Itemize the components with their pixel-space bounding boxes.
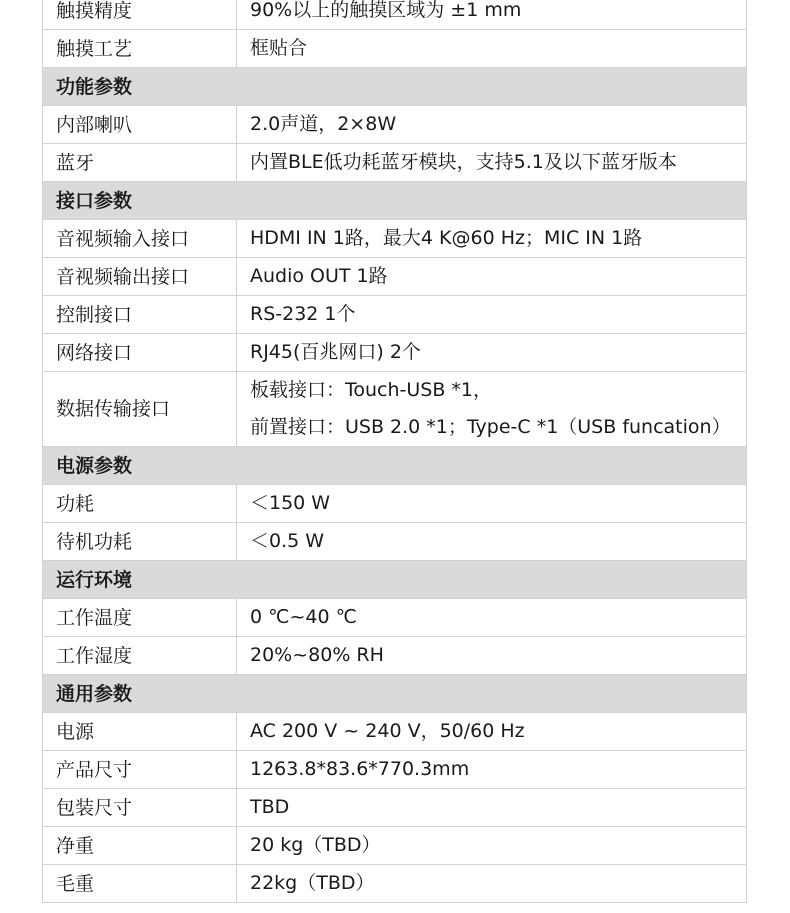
- spec-row: [43, 713, 747, 751]
- spec-label: 毛重: [43, 865, 237, 903]
- spec-label: 工作温度: [43, 599, 237, 637]
- spec-row: [43, 637, 747, 675]
- spec-value: [237, 865, 747, 903]
- spec-value: [237, 106, 747, 144]
- spec-value: [237, 0, 747, 30]
- spec-value-line: 22kg（TBD）: [250, 872, 375, 894]
- spec-value: [237, 296, 747, 334]
- spec-row: [43, 106, 747, 144]
- spec-label: 内部喇叭: [43, 106, 237, 144]
- spec-row: [43, 144, 747, 182]
- spec-label: 数据传输接口: [43, 372, 237, 447]
- spec-row: [43, 220, 747, 258]
- spec-label: 音视频输出接口: [43, 258, 237, 296]
- spec-label: 待机功耗: [43, 523, 237, 561]
- spec-value-line: 90%以上的触摸区域为 ±1 mm: [250, 0, 522, 21]
- spec-row: [43, 258, 747, 296]
- spec-label: 触摸精度: [43, 0, 237, 30]
- spec-value: [237, 523, 747, 561]
- spec-value: [237, 334, 747, 372]
- section-header-row: [43, 675, 747, 713]
- spec-label: 控制接口: [43, 296, 237, 334]
- spec-label: 电源: [43, 713, 237, 751]
- spec-value-line: HDMI IN 1路，最大4 K@60 Hz；MIC IN 1路: [250, 227, 643, 249]
- section-title: 电源参数: [43, 447, 747, 485]
- spec-value-line: 内置BLE低功耗蓝牙模块，支持5.1及以下蓝牙版本: [250, 151, 677, 173]
- spec-label: 产品尺寸: [43, 751, 237, 789]
- section-title: 运行环境: [43, 561, 747, 599]
- spec-label: 触摸工艺: [43, 30, 237, 68]
- spec-value-line: 框贴合: [250, 37, 308, 59]
- spec-label: 工作湿度: [43, 637, 237, 675]
- spec-value: [237, 827, 747, 865]
- spec-value-line: Audio OUT 1路: [250, 265, 388, 287]
- spec-value-line: RS-232 1个: [250, 303, 356, 325]
- spec-value: [237, 751, 747, 789]
- spec-label: 音视频输入接口: [43, 220, 237, 258]
- spec-row: [43, 296, 747, 334]
- section-title: 通用参数: [43, 675, 747, 713]
- spec-row: [43, 30, 747, 68]
- spec-row: [43, 865, 747, 903]
- section-header-row: [43, 68, 747, 106]
- spec-row: [43, 0, 747, 30]
- section-title: 接口参数: [43, 182, 747, 220]
- spec-value-line: 板载接口：Touch-USB *1，: [250, 379, 493, 401]
- spec-value-line: 1263.8*83.6*770.3mm: [250, 758, 470, 780]
- spec-row: [43, 485, 747, 523]
- spec-label: 蓝牙: [43, 144, 237, 182]
- spec-value: [237, 30, 747, 68]
- spec-value: [237, 485, 747, 523]
- spec-value: [237, 372, 747, 447]
- spec-value: [237, 599, 747, 637]
- spec-value: [237, 144, 747, 182]
- spec-value-line: 20 kg（TBD）: [250, 834, 381, 856]
- spec-label: 功耗: [43, 485, 237, 523]
- spec-row: [43, 599, 747, 637]
- spec-value: [237, 637, 747, 675]
- spec-label: 网络接口: [43, 334, 237, 372]
- spec-value-line: AC 200 V ~ 240 V，50/60 Hz: [250, 720, 525, 742]
- spec-value-line: 2.0声道，2×8W: [250, 113, 397, 135]
- spec-value-line: ＜0.5 W: [250, 530, 325, 552]
- spec-value-line: RJ45(百兆网口) 2个: [250, 341, 421, 363]
- spec-value: [237, 789, 747, 827]
- spec-row: [43, 827, 747, 865]
- spec-label: 净重: [43, 827, 237, 865]
- spec-value-line: 前置接口：USB 2.0 *1；Type-C *1（USB funcation）: [250, 416, 731, 438]
- section-title: 功能参数: [43, 68, 747, 106]
- spec-value-line: 0 ℃~40 ℃: [250, 606, 357, 628]
- spec-value-line: TBD: [250, 796, 290, 818]
- spec-value: [237, 258, 747, 296]
- section-header-row: [43, 561, 747, 599]
- spec-value: [237, 713, 747, 751]
- spec-value-line: 20%~80% RH: [250, 644, 384, 666]
- spec-row: [43, 334, 747, 372]
- spec-row: [43, 789, 747, 827]
- spec-value-line: ＜150 W: [250, 492, 331, 514]
- spec-label: 包装尺寸: [43, 789, 237, 827]
- spec-row: [43, 751, 747, 789]
- spec-row: [43, 372, 747, 447]
- spec-table: [42, 0, 747, 903]
- section-header-row: [43, 182, 747, 220]
- section-header-row: [43, 447, 747, 485]
- spec-row: [43, 523, 747, 561]
- spec-value: [237, 220, 747, 258]
- spec-table-body: [43, 0, 747, 903]
